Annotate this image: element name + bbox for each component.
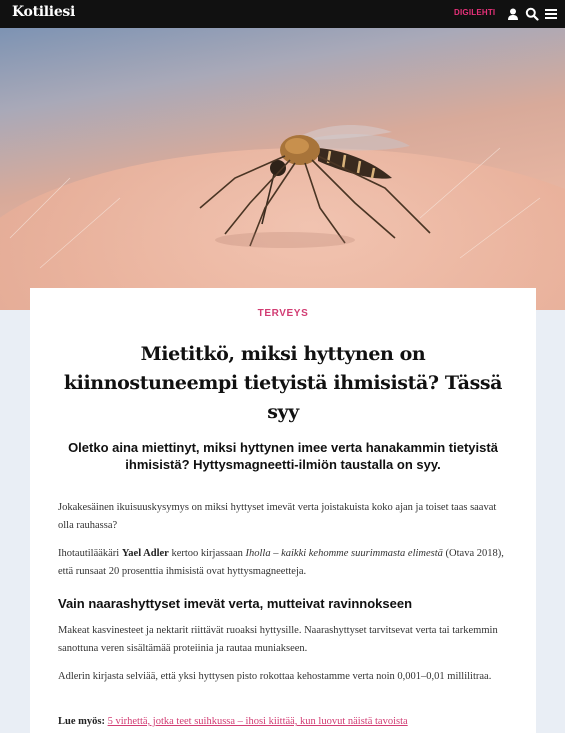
article-lead: Oletko aina miettinyt, miksi hyttynen imee verta hanakammin tietyistä ihmisistä? Hyttysmagneetti-ilmiön taustalla on syy. bbox=[68, 440, 498, 472]
paragraph-1: Jokakesäinen ikuisuuskysymys on miksi hyttyset imevät verta joistakuista koko ajan ja toiset taas saavat olla rauhassa? bbox=[58, 502, 497, 531]
paragraph-2-text-a: Ihotautilääkäri bbox=[58, 548, 122, 559]
read-more-label: Lue myös: bbox=[58, 716, 105, 727]
section-heading: Vain naarashyttyset imevät verta, mutteivat ravinnokseen bbox=[58, 596, 413, 611]
author-name: Yael Adler bbox=[121, 548, 169, 559]
hero-image bbox=[0, 28, 565, 310]
book-title: Iholla – kaikki kehomme suurimmasta elimestä bbox=[245, 548, 443, 559]
read-more bbox=[58, 716, 528, 727]
paragraph-2-text-b: kertoo kirjassaan bbox=[168, 548, 246, 559]
top-bar bbox=[0, 0, 565, 28]
digilehti-link[interactable]: DIGILEHTI bbox=[454, 8, 496, 17]
article-card bbox=[30, 288, 536, 733]
search-icon[interactable] bbox=[525, 7, 539, 21]
article-title: Mietitkö, miksi hyttynen on kiinnostuneempi tietyistä ihmisistä? Tässä syy bbox=[63, 343, 503, 423]
category-label[interactable]: TERVEYS bbox=[257, 308, 309, 319]
site-logo[interactable]: Kotiliesi bbox=[12, 4, 76, 20]
mosquito-illustration bbox=[0, 28, 565, 310]
user-icon[interactable] bbox=[506, 7, 520, 21]
read-more-link[interactable]: 5 virhettä, jotka teet suihkussa – ihosi kiittää, kun luovut näistä tavoista bbox=[107, 716, 408, 727]
paragraph-4: Adlerin kirjasta selviää, että yksi hyttysen pisto rokottaa kehostamme verta noin 0,001–0,01 millilitraa. bbox=[58, 671, 492, 682]
paragraph-2 bbox=[58, 545, 514, 581]
menu-icon[interactable] bbox=[544, 7, 558, 21]
paragraph-3: Makeat kasvinesteet ja nektarit riittävät ruoaksi hyttysille. Naarashyttyset tarvitsevat verta tai tarkemmin sanottuna veren sisältämää proteiinia ja rautaa muniakseen. bbox=[58, 625, 498, 654]
paragraph-2-text-c: (Otava 2018), että runsaat 20 prosenttia ihmisistä ovat hyttysmagneetteja. bbox=[58, 548, 504, 577]
